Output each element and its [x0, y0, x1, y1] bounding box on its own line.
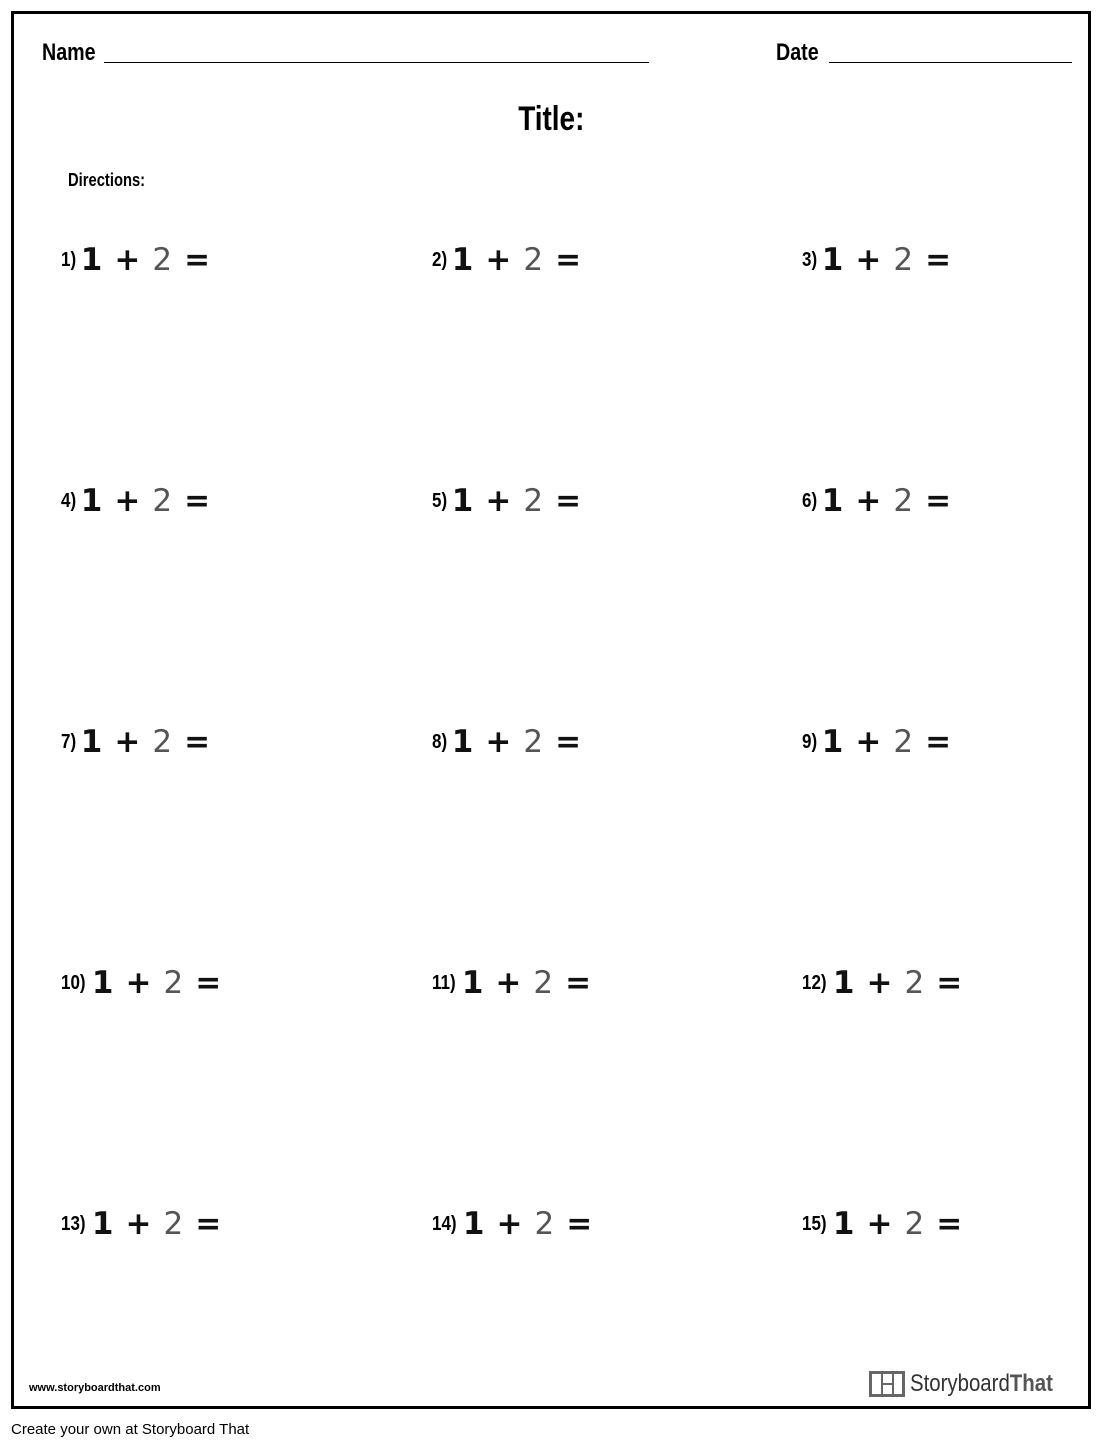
problem-item: [802, 963, 962, 1003]
equals-sign: =: [566, 1206, 593, 1242]
addend-b: 2: [534, 1206, 555, 1242]
addend-a: 1: [821, 242, 844, 278]
addend-a: 1: [451, 724, 474, 760]
create-your-own-caption[interactable]: Create your own at Storyboard That: [11, 1421, 250, 1438]
problem-item: [802, 481, 951, 521]
problem-number: 10): [61, 971, 86, 994]
problem-equation: [81, 724, 210, 760]
problem-number: 9): [802, 730, 818, 753]
logo-text-regular: Storyboard: [909, 1370, 1010, 1397]
addend-a: 1: [451, 242, 474, 278]
addend-b: 2: [523, 242, 544, 278]
problem-number: 6): [802, 489, 818, 512]
addend-a: 1: [91, 965, 114, 1001]
problem-number: 1): [61, 248, 77, 271]
equals-sign: =: [925, 724, 952, 760]
footer-url[interactable]: www.storyboardthat.com: [29, 1382, 161, 1394]
problem-number: 3): [802, 248, 818, 271]
addend-a: 1: [80, 724, 103, 760]
problem-item: [61, 240, 210, 280]
problem-number: 4): [61, 489, 77, 512]
problem-item: [802, 722, 951, 762]
problem-number: 8): [432, 730, 448, 753]
plus-sign: +: [866, 1206, 893, 1242]
plus-sign: +: [125, 1206, 152, 1242]
equals-sign: =: [936, 965, 963, 1001]
equals-sign: =: [195, 965, 222, 1001]
problem-number: 11): [432, 971, 456, 994]
problem-number: 14): [432, 1212, 457, 1235]
addend-a: 1: [461, 965, 484, 1001]
problem-equation: [833, 965, 962, 1001]
problem-equation: [463, 1206, 592, 1242]
problem-equation: [452, 724, 581, 760]
problem-equation: [81, 242, 210, 278]
equals-sign: =: [936, 1206, 963, 1242]
problem-item: [432, 1204, 592, 1244]
problem-number: 15): [802, 1212, 827, 1235]
addend-a: 1: [821, 483, 844, 519]
addend-a: 1: [80, 483, 103, 519]
problem-item: [61, 963, 221, 1003]
problem-item: [802, 1204, 962, 1244]
addend-b: 2: [523, 724, 544, 760]
problem-equation: [452, 483, 581, 519]
storyboardthat-logo[interactable]: [868, 1370, 1078, 1398]
addend-a: 1: [832, 965, 855, 1001]
date-label: Date: [776, 39, 819, 66]
problem-equation: [81, 483, 210, 519]
problem-number: 13): [61, 1212, 86, 1235]
equals-sign: =: [565, 965, 592, 1001]
equals-sign: =: [925, 483, 952, 519]
plus-sign: +: [125, 965, 152, 1001]
equals-sign: =: [184, 242, 211, 278]
addend-b: 2: [533, 965, 554, 1001]
storyboard-panels-icon: [868, 1370, 906, 1398]
addend-b: 2: [904, 1206, 925, 1242]
problem-item: [61, 1204, 221, 1244]
name-label: Name: [42, 39, 96, 66]
problem-item: [61, 481, 210, 521]
addend-b: 2: [152, 724, 173, 760]
addend-b: 2: [152, 242, 173, 278]
addend-a: 1: [451, 483, 474, 519]
problem-number: 12): [802, 971, 827, 994]
problem-number: 7): [61, 730, 77, 753]
worksheet-page: [11, 11, 1091, 1409]
problem-item: [432, 481, 581, 521]
addend-b: 2: [893, 483, 914, 519]
plus-sign: +: [485, 483, 512, 519]
directions-label: Directions:: [68, 170, 146, 190]
problem-item: [432, 963, 591, 1003]
plus-sign: +: [495, 965, 522, 1001]
problem-number: 5): [432, 489, 448, 512]
name-line[interactable]: [104, 62, 649, 63]
addend-b: 2: [163, 965, 184, 1001]
plus-sign: +: [485, 724, 512, 760]
plus-sign: +: [114, 242, 141, 278]
plus-sign: +: [866, 965, 893, 1001]
equals-sign: =: [195, 1206, 222, 1242]
problem-equation: [92, 1206, 221, 1242]
problem-item: [61, 722, 210, 762]
plus-sign: +: [855, 724, 882, 760]
equals-sign: =: [925, 242, 952, 278]
addend-b: 2: [163, 1206, 184, 1242]
equals-sign: =: [555, 242, 582, 278]
plus-sign: +: [114, 724, 141, 760]
problem-equation: [822, 242, 951, 278]
problem-item: [802, 240, 951, 280]
equals-sign: =: [555, 724, 582, 760]
equals-sign: =: [184, 483, 211, 519]
problem-number: 2): [432, 248, 448, 271]
addend-a: 1: [462, 1206, 485, 1242]
problem-equation: [92, 965, 221, 1001]
addend-b: 2: [523, 483, 544, 519]
addend-a: 1: [832, 1206, 855, 1242]
equals-sign: =: [184, 724, 211, 760]
equals-sign: =: [555, 483, 582, 519]
logo-text: [910, 1370, 1053, 1398]
problem-equation: [833, 1206, 962, 1242]
problem-equation: [452, 242, 581, 278]
addend-b: 2: [152, 483, 173, 519]
problem-equation: [822, 483, 951, 519]
addend-b: 2: [893, 724, 914, 760]
problem-equation: [462, 965, 591, 1001]
addend-a: 1: [91, 1206, 114, 1242]
logo-text-bold: That: [1009, 1370, 1053, 1397]
plus-sign: +: [855, 242, 882, 278]
plus-sign: +: [496, 1206, 523, 1242]
addend-a: 1: [821, 724, 844, 760]
title-label: Title:: [517, 100, 585, 138]
addend-b: 2: [904, 965, 925, 1001]
problem-item: [432, 722, 581, 762]
plus-sign: +: [485, 242, 512, 278]
problem-item: [432, 240, 581, 280]
plus-sign: +: [114, 483, 141, 519]
problem-equation: [822, 724, 951, 760]
date-line[interactable]: [829, 62, 1072, 63]
addend-b: 2: [893, 242, 914, 278]
addend-a: 1: [80, 242, 103, 278]
plus-sign: +: [855, 483, 882, 519]
